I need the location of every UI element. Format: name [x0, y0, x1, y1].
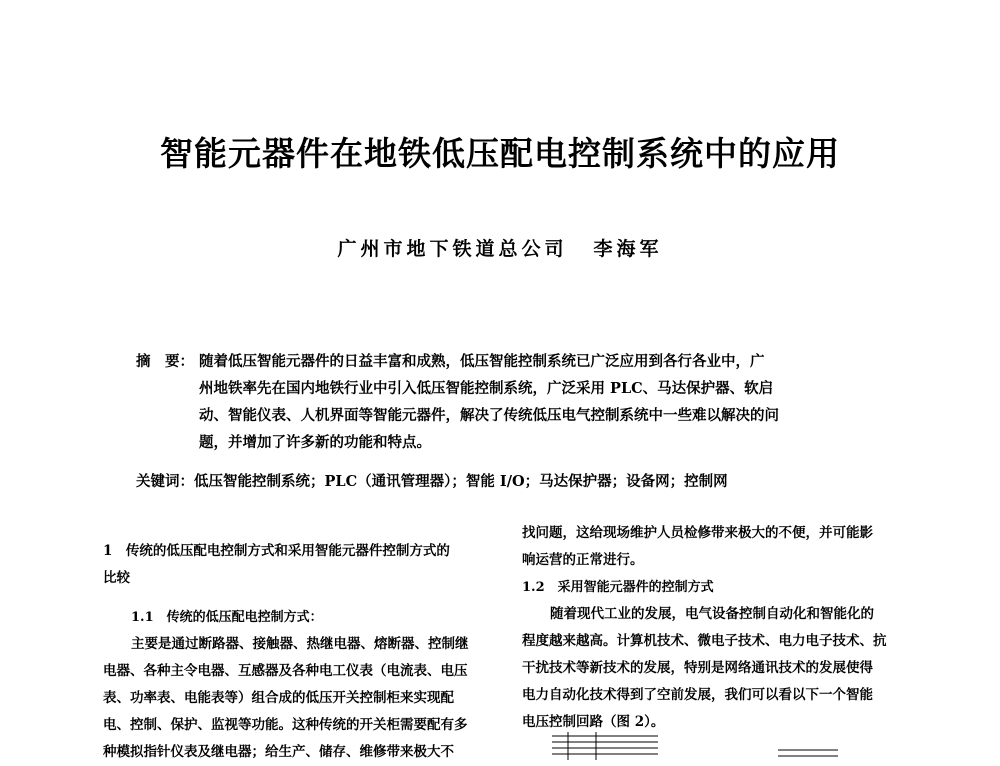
abstract-line: 随着低压智能元器件的日益丰富和成熟，低压智能控制系统已广泛应用到各行各业中，广 [199, 353, 765, 370]
body-line: 程度越来越高。计算机技术、微电子技术、电力电子技术、抗 [522, 633, 887, 649]
body-line: 电力自动化技术得到了空前发展，我们可以看以下一个智能 [522, 687, 873, 703]
abstract-line: 州地铁率先在国内地铁行业中引入低压智能控制系统，广泛采用 PLC、马达保护器、软启 [199, 380, 774, 397]
body-line: 找问题，这给现场维护人员检修带来极大的不便，并可能影 [522, 525, 873, 541]
author-line [0, 234, 1000, 261]
figure-2-partial [548, 728, 888, 760]
author-name: 李海军 [593, 238, 663, 260]
abstract-line: 题，并增加了许多新的功能和特点。 [199, 434, 431, 451]
body-line: 随着现代工业的发展，电气设备控制自动化和智能化的 [550, 606, 874, 622]
left-column [103, 538, 491, 766]
paper-title: 智能元器件在地铁低压配电控制系统中的应用 [160, 134, 840, 173]
abstract [136, 348, 884, 456]
keywords-text: 低压智能控制系统；PLC（通讯管理器）；智能 I/O；马达保护器；设备网；控制网 [194, 473, 728, 490]
subsection-heading-1-2: 1.2 采用智能元器件的控制方式 [522, 580, 714, 595]
author-affiliation: 广州市地下铁道总公司 [337, 238, 568, 260]
body-line: 干扰技术等新技术的发展，特别是网络通讯技术的发展使得 [522, 660, 873, 676]
body-line: 主要是通过断路器、接触器、热继电器、熔断器、控制继 [131, 636, 469, 652]
right-column [522, 520, 922, 736]
body-line: 电、控制、保护、监视等功能。这种传统的开关柜需要配有多 [103, 717, 468, 733]
body-line: 响运营的正常进行。 [522, 552, 644, 568]
abstract-line: 动、智能仪表、人机界面等智能元器件，解决了传统低压电气控制系统中一些难以解决的问 [199, 407, 779, 424]
keywords-label: 关键词： [136, 473, 194, 490]
keywords [136, 470, 896, 491]
abstract-label: 摘 要： [136, 353, 194, 370]
body-line: 表、功率表、电能表等）组合成的低压开关控制柜来实现配 [103, 690, 454, 706]
section-heading-line: 1 传统的低压配电控制方式和采用智能元器件控制方式的 [103, 543, 450, 559]
section-heading-line: 比较 [103, 570, 130, 586]
body-line: 种模拟指针仪表及继电器；给生产、储存、维修带来极大不 [103, 744, 454, 760]
section-heading-1 [103, 538, 491, 592]
body-line: 电压控制回路（图 2）。 [522, 714, 665, 730]
subsection-heading-1-1: 1.1 传统的低压配电控制方式： [131, 610, 323, 625]
body-line: 电器、各种主令电器、互感器及各种电工仪表（电流表、电压 [103, 663, 468, 679]
abstract-text [199, 348, 884, 456]
